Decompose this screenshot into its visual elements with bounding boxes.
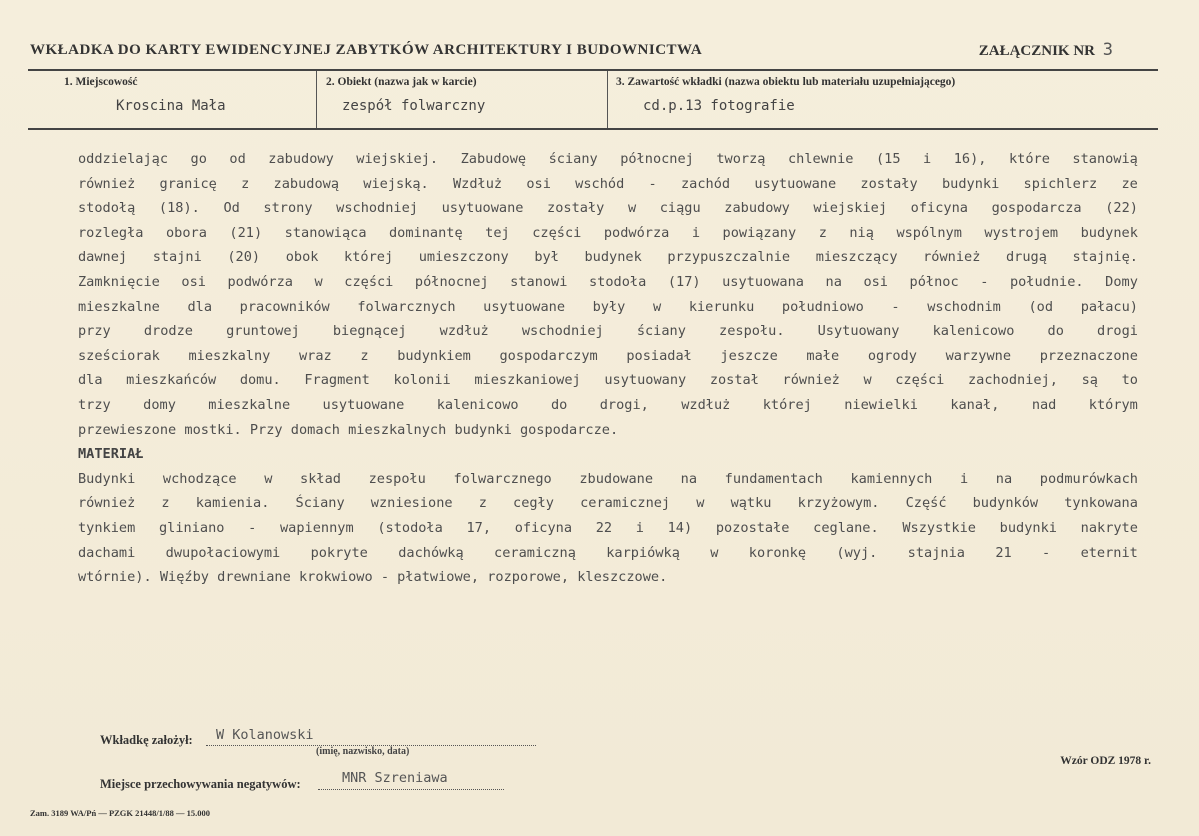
text-line: przewieszone mostki. Przy domach mieszkalnych budynki gospodarcze. xyxy=(78,421,619,438)
content-label: 3. Zawartość wkładki (nazwa obiektu lub materiału uzupełniającego) xyxy=(616,76,956,88)
content-value: cd.p.13 fotografie xyxy=(643,98,795,114)
text-line: Budynki wchodzące w skład zespołu folwarcznego zbudowane na fundamentach kamiennych i na podmurówkach xyxy=(78,470,1138,487)
text-line: oddzielając go od zabudowy wiejskiej. Zabudowę ściany północnej tworzą chlewnie (15 i 16), które stanowią xyxy=(78,151,1138,167)
text-line: trzy domy mieszkalne usytuowane kalenicowo do drogi, wzdłuż której niewielki kanał, nad którym xyxy=(78,396,1138,413)
text-line: dawnej stajni (20) obok której umieszczony był budynek przypuszczalnie mieszczący również drugą stajnię. xyxy=(78,249,1138,266)
print-note: Zam. 3189 WA/Pń — PZGK 21448/1/88 — 15.000 xyxy=(30,808,211,818)
header-rule-bottom xyxy=(28,128,1158,130)
object-value: zespół folwarczny xyxy=(342,98,486,114)
founder-caption: (imię, nazwisko, data) xyxy=(316,746,410,757)
founder-value: W Kolanowski xyxy=(216,727,314,743)
annex-number xyxy=(979,40,1113,60)
text-line: mieszkalne dla pracowników folwarcznych usytuowane były w kierunku południowo - wschodnim (od pałacu) xyxy=(78,298,1138,315)
object-label: 2. Obiekt (nazwa jak w karcie) xyxy=(326,76,477,88)
section-heading-material: MATERIAŁ xyxy=(78,446,144,463)
storage-value: MNR Szreniawa xyxy=(342,770,448,786)
text-line: przy drodze gruntowej biegnącej wzdłuż wschodniej ściany zespołu. Usytuowany kalenicowo do drogi xyxy=(78,323,1138,340)
text-line: stodołą (18). Od strony wschodniej usytuowane zostały w ciągu zabudowy wiejskiej oficyna gospodarcza (22) xyxy=(78,200,1138,217)
text-line: dla mieszkańców domu. Fragment kolonii mieszkaniowej usytuowany został również w części zachodniej, są to xyxy=(78,372,1138,389)
text-line: sześciorak mieszkalny wraz z budynkiem gospodarczym posiadał jeszcze małe ogrody warzywne przeznaczone xyxy=(78,347,1138,364)
description-text xyxy=(78,147,1138,590)
text-line: również z kamienia. Ściany wzniesione z cegły ceramicznej w wątku krzyżowym. Część budynków tynkowana xyxy=(78,495,1138,512)
text-line: Zamknięcie osi podwórza w części północnej stanowi stodoła (17) usytuowana na osi północ - południe. Domy xyxy=(78,273,1138,290)
locality-label: 1. Miejscowość xyxy=(64,76,138,88)
annex-label: ZAŁĄCZNIK NR xyxy=(978,43,1095,59)
text-line: również granicę z zabudową wiejską. Wzdłuż osi wschód - zachód usytuowane zostały budynki spichlerz ze xyxy=(78,175,1138,192)
column-divider-1 xyxy=(316,71,317,128)
text-line: dachami dwupołaciowymi pokryte dachówką ceramiczną karpiówką w koronkę (wyj. stajnia 21 - eternit xyxy=(78,544,1138,561)
text-line: rozległa obora (21) stanowiąca dominantę tej części podwórza i powiązany z nią wspólnym wystrojem budynek xyxy=(78,224,1138,241)
annex-number-value: 3 xyxy=(1102,40,1113,60)
storage-label: Miejsce przechowywania negatywów: xyxy=(100,777,301,791)
column-divider-2 xyxy=(607,71,608,128)
text-line: tynkiem gliniano - wapiennym (stodoła 17, oficyna 22 i 14) pozostałe ceglane. Wszystkie budynki nakryte xyxy=(78,519,1138,536)
founder-label: Wkładkę założył: xyxy=(100,733,193,747)
storage-line xyxy=(318,789,504,790)
locality-value: Kroscina Mała xyxy=(116,98,226,114)
text-line: wtórnie). Więźby drewniane krokwiowo - płatwiowe, rozporowe, kleszczowe. xyxy=(78,569,668,586)
document-title: WKŁADKA DO KARTY EWIDENCYJNEJ ZABYTKÓW ARCHITEKTURY I BUDOWNICTWA xyxy=(30,42,703,58)
header-rule-top xyxy=(28,69,1158,71)
form-identifier: Wzór ODZ 1978 r. xyxy=(1060,755,1151,767)
